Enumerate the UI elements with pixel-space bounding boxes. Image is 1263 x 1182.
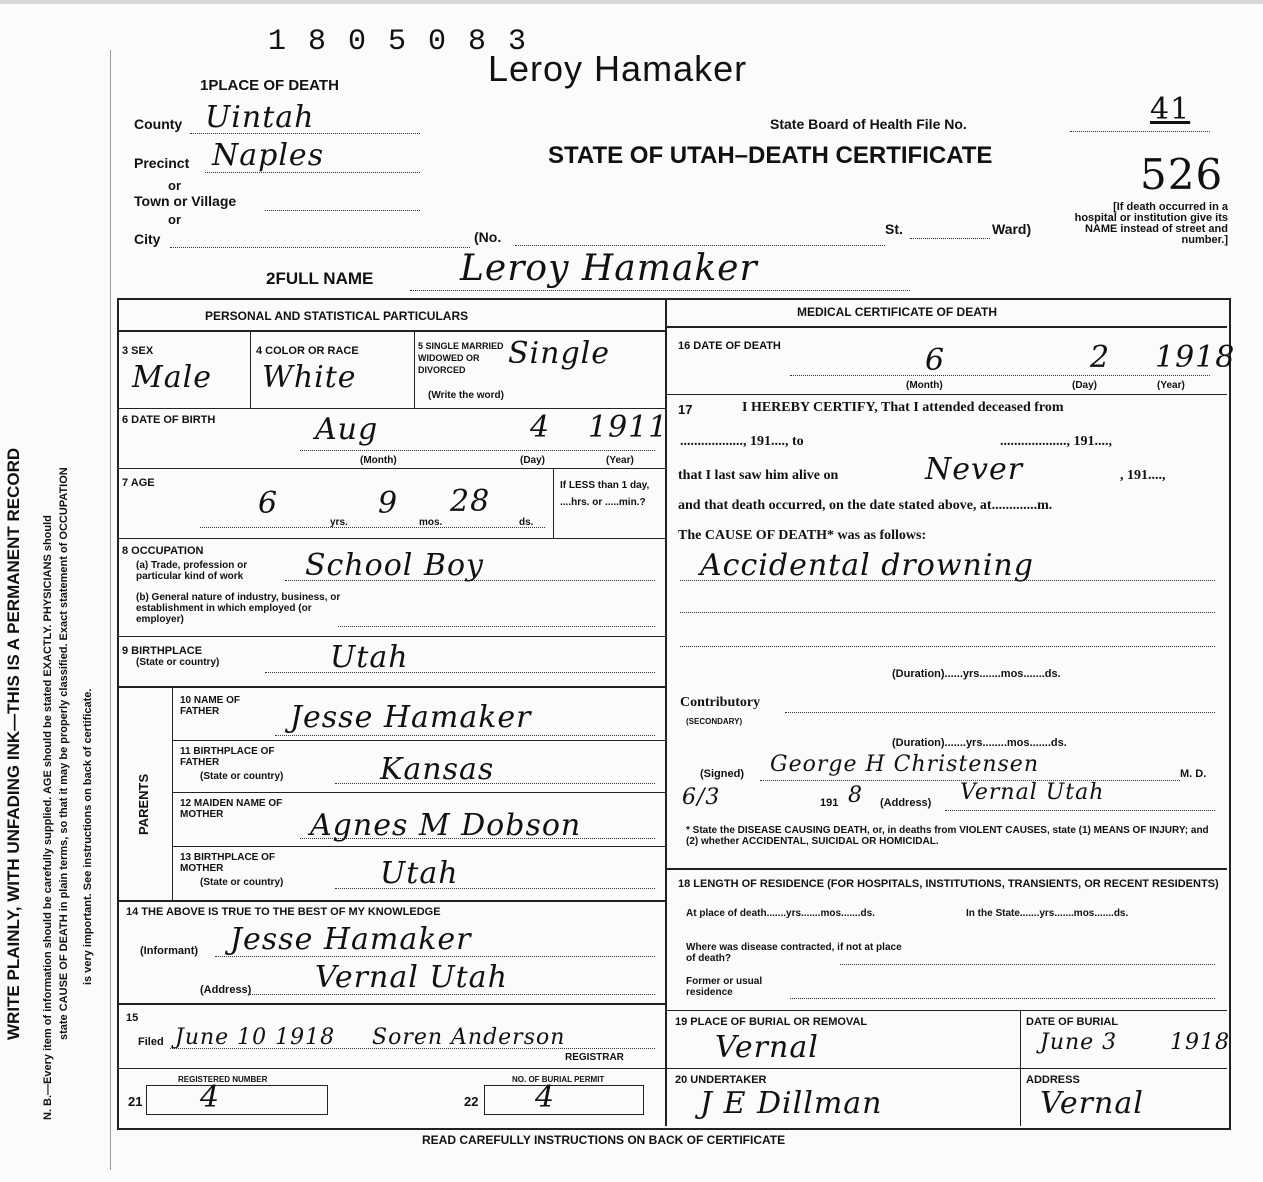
row11-rule [172,792,665,793]
signed-value: George H Christensen [770,752,1039,777]
father-birthplace-value: Kansas [380,752,495,787]
precinct-value: Naples [212,138,325,173]
signed-date: 6/3 [682,785,721,810]
certify-line4: and that death occurred, on the date stated above, at.............m. [678,498,1053,513]
row13-rule [117,900,665,902]
age-less-label: If LESS than 1 day, ....hrs. or .....min.? [560,480,650,508]
or-2: or [168,212,181,227]
duration-1: (Duration)......yrs.......mos.......ds. [892,668,1061,680]
row10-rule [172,740,665,741]
registered-number: 21 [128,1094,143,1109]
burial-date-label: DATE OF BURIAL [1026,1016,1119,1028]
st-line [910,238,990,239]
father-birthplace-label: 11 BIRTHPLACE OF FATHER [180,746,275,768]
mother-name-line [300,838,655,839]
scan-edge [0,0,1263,4]
city-line [170,247,470,248]
signed-md: M. D. [1180,768,1207,780]
side-margin-line [110,50,111,1170]
father-name-value: Jesse Hamaker [290,700,532,735]
registrar-label: REGISTRAR [565,1052,624,1063]
mother-name-label: 12 MAIDEN NAME OF MOTHER [180,798,283,820]
age-yrs-label: yrs. [330,517,348,528]
birth-label: 6 DATE OF BIRTH [122,414,216,426]
birth-year-label: (Year) [606,455,634,466]
mother-birthplace-line [335,888,655,889]
informant-value: Jesse Hamaker [230,922,472,957]
row18-rule [665,1010,1227,1011]
registered-value: 4 [200,1080,221,1115]
footer-note: READ CAREFULLY INSTRUCTIONS ON BACK OF CERTIFICATE [422,1133,786,1147]
signed-address-value: Vernal Utah [960,780,1105,805]
row9-rule [117,686,665,688]
cause-label: The CAUSE OF DEATH* was as follows: [678,528,927,543]
cause-value: Accidental drowning [700,548,1034,583]
age-line [200,527,545,528]
place-of-death-heading: 1PLACE OF DEATH [200,77,339,94]
sex-divider [250,332,251,408]
filed-number: 15 [126,1012,139,1024]
age-days: 28 [450,484,491,519]
registered-heading: REGISTERED NUMBER [178,1075,268,1084]
county-value: Uintah [205,100,315,135]
registered-box [146,1085,328,1115]
state-file-value: 41 [1150,92,1191,127]
death-date-year: 1918 [1155,340,1236,375]
undertaker-address-value: Vernal [1040,1086,1144,1121]
age-years: 6 [258,486,279,521]
row15-rule [117,1068,665,1069]
signed-address-line [945,810,1215,811]
row7-rule [117,538,665,539]
race-label: 4 COLOR OR RACE [256,345,359,357]
side-text-nb1: N. B.—Every item of information should be carefully supplied. AGE should be stated EXACTLY. PHYSICIANS should [42,515,54,1120]
certify-line3b: , 191...., [1120,468,1166,483]
st-label: St. [885,221,903,237]
secondary-label: (SECONDARY) [686,717,743,726]
state-file-label: State Board of Health File No. [770,116,967,132]
city-label: City [134,231,161,247]
precinct-label: Precinct [134,155,190,171]
side-text-nb3: is very important. See instructions on back of certificate. [82,688,94,985]
form-frame [117,298,1231,1130]
undertaker-address-label: ADDRESS [1026,1074,1080,1086]
burial-place-value: Vernal [715,1030,819,1065]
informant-line [215,956,655,957]
file-number-stamp: 1 8 0 5 0 8 3 [268,25,529,59]
row17-rule [665,868,1227,870]
birth-year: 1911 [588,410,669,445]
informant-address-label: (Address) [200,984,252,996]
contracted-line [840,964,1215,965]
age-ds-label: ds. [519,517,534,528]
residence-label: 18 LENGTH OF RESIDENCE (FOR HOSPITALS, INSTITUTIONS, TRANSIENTS, OR RECENT RESIDENTS) [678,878,1219,890]
informant-address-value: Vernal Utah [315,960,508,995]
state-file-line [1070,131,1210,132]
death-date-line [790,375,1210,376]
birthplace-label: 9 BIRTHPLACE [122,645,203,657]
occupation-a-value: School Boy [305,548,484,583]
informant-label: (Informant) [140,945,199,957]
signed-year-prefix: 191 [820,797,839,809]
no-label: (No. [474,229,502,245]
hospital-note: [If death occurred in a hospital or institution give its NAME instead of street and number.] [1074,201,1228,246]
certify-number: 17 [678,402,693,417]
age-months: 9 [378,486,399,521]
footnote: * State the DISEASE CAUSING DEATH, or, in deaths from VIOLENT CAUSES, state (1) MEANS OF INJURY; and (2) whether ACCIDENTAL, SUICIDAL OR HOMICIDAL. [686,825,1209,847]
undertaker-value: J E Dillman [700,1086,883,1121]
residence-place: At place of death.......yrs.......mos.......ds. [686,908,875,919]
residence-former: Former or usual residence [686,976,763,998]
occupation-label: 8 OCCUPATION [122,545,204,557]
side-text-main: WRITE PLAINLY, WITH UNFADING INK—THIS IS A PERMANENT RECORD [4,447,23,1040]
town-label: Town or Village [134,193,237,209]
row16-rule [665,394,1227,395]
cause-line-3 [680,646,1215,647]
right-title-rule [665,326,1227,328]
row3-rule [117,408,665,409]
county-label: County [134,116,183,132]
sex-value: Male [132,360,212,395]
death-date-month: 6 [925,343,946,378]
row14-rule [117,1003,665,1005]
death-date-month-label: (Month) [906,380,943,391]
birthplace-sub: (State or country) [136,657,220,668]
marital-note: (Write the word) [428,390,504,401]
town-line [265,210,420,211]
filed-label: Filed [138,1036,164,1048]
father-birthplace-sub: (State or country) [200,771,284,782]
father-name-line [275,735,655,736]
contributory-line [785,712,1215,713]
occupation-b-line [338,626,655,627]
burial-permit-value: 4 [535,1080,556,1115]
death-date-year-label: (Year) [1157,380,1185,391]
father-name-label: 10 NAME OF FATHER [180,695,241,717]
filed-value: June 10 1918 [175,1025,336,1050]
mother-birthplace-value: Utah [380,856,459,891]
filed-line [170,1048,655,1049]
row19-rule [665,1068,1227,1069]
cause-line-2 [680,612,1215,613]
right-section-title: MEDICAL CERTIFICATE OF DEATH [797,305,997,319]
contributory-label: Contributory [680,695,761,710]
age-label: 7 AGE [122,477,155,489]
certify-line1: I HEREBY CERTIFY, That I attended deceased from [742,400,1064,415]
age-mos-label: mos. [419,517,443,528]
left-section-title: PERSONAL AND STATISTICAL PARTICULARS [205,309,469,323]
birth-line [300,450,655,451]
row6-rule [117,468,665,469]
race-divider [414,332,415,408]
undertaker-label: 20 UNDERTAKER [675,1074,767,1086]
former-line [790,998,1215,999]
birth-month: Aug [315,412,379,447]
certificate-title: STATE OF UTAH–DEATH CERTIFICATE [548,142,993,169]
sex-label: 3 SEX [122,345,154,357]
duration-2: (Duration).......yrs........mos.......ds. [892,737,1067,749]
parents-divider [172,688,173,900]
side-text-nb2: state CAUSE OF DEATH in plain terms, so that it may be properly classified. Exact statement of OCCUPATION [58,467,70,1040]
burial-permit-number: 22 [464,1094,479,1109]
birth-month-label: (Month) [360,455,397,466]
residence-state: In the State.......yrs.......mos.......ds. [966,908,1129,919]
birth-day-label: (Day) [520,455,546,466]
registrar-value: Soren Anderson [372,1025,566,1050]
mother-birthplace-label: 13 BIRTHPLACE OF MOTHER [180,852,276,874]
left-title-rule [117,330,665,332]
burial-permit-box [484,1085,644,1115]
signed-address-label: (Address) [880,797,932,809]
certify-line2a: .................., 191...., to [680,434,804,449]
informant-heading: 14 THE ABOVE IS TRUE TO THE BEST OF MY KNOWLEDGE [126,906,441,918]
signed-year: 8 [848,783,863,808]
full-name-value: Leroy Hamaker [460,248,758,289]
certify-line2b: ..................., 191...., [1000,434,1112,449]
certificate-number: 526 [1140,150,1224,199]
full-name-line [410,290,910,291]
marital-value: Single [508,336,611,371]
certify-line3-value: Never [925,452,1024,487]
occupation-a-line [285,580,655,581]
death-date-label: 16 DATE OF DEATH [678,340,781,352]
burial-place-label: 19 PLACE OF BURIAL OR REMOVAL [675,1016,868,1028]
marital-label: 5 SINGLE MARRIED WIDOWED OR DIVORCED [418,341,504,375]
death-date-day: 2 [1090,340,1111,375]
birthplace-line [265,672,655,673]
cause-line-1 [680,580,1215,581]
informant-address-line [250,994,655,995]
header-name: Leroy Hamaker [488,48,748,89]
signed-label: (Signed) [700,768,744,780]
father-birthplace-line [335,783,655,784]
occupation-b-label: (b) General nature of industry, business, or establishment in which employed (or employer) [136,592,341,625]
race-value: White [262,360,357,395]
mother-birthplace-sub: (State or country) [200,877,284,888]
full-name-label: 2FULL NAME [266,269,374,288]
burial-date-value: June 3 [1040,1030,1118,1055]
birthplace-value: Utah [330,640,409,675]
ward-label: Ward) [992,221,1032,237]
no-line [515,245,885,246]
occupation-a-label: (a) Trade, profession or particular kind of work [136,560,248,582]
row12-rule [172,846,665,847]
death-date-day-label: (Day) [1072,380,1098,391]
or-1: or [168,178,181,193]
residence-contracted: Where was disease contracted, if not at place of death? [686,942,902,964]
burial-date-year: 1918 [1170,1030,1230,1055]
birth-day: 4 [530,410,551,445]
certify-line3: that I last saw him alive on [678,468,839,483]
parents-label: PARENTS [136,773,151,835]
burial-permit-heading: NO. OF BURIAL PERMIT [512,1075,605,1084]
age-divider [553,468,554,538]
row8-rule [117,636,665,637]
mother-name-value: Agnes M Dobson [310,808,582,843]
